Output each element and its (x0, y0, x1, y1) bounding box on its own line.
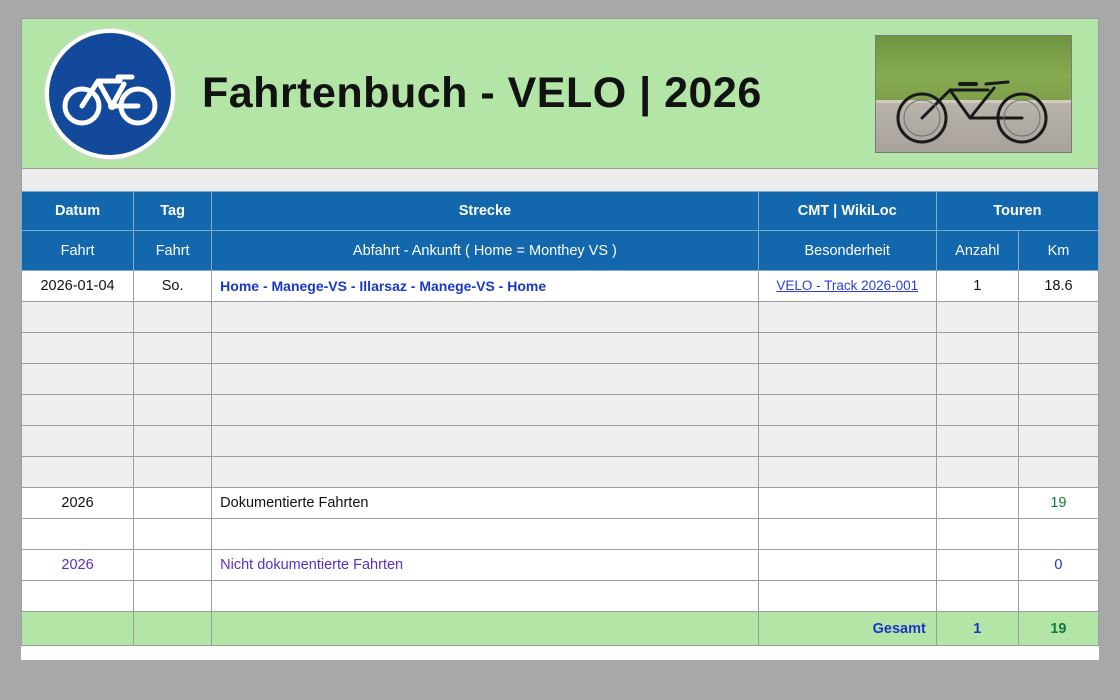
cell-total-empty (134, 612, 212, 646)
cell-empty[interactable] (134, 426, 212, 457)
col-subheader-fahrt-tag: Fahrt (134, 231, 212, 271)
cell-empty[interactable] (758, 333, 936, 364)
cell-empty[interactable] (134, 550, 212, 581)
cell-anzahl: 1 (936, 271, 1018, 302)
cell-empty[interactable] (936, 302, 1018, 333)
cell-empty[interactable] (212, 364, 759, 395)
total-label: Gesamt (758, 612, 936, 646)
col-header-datum: Datum (22, 192, 134, 231)
cell-summary-km: 0 (1018, 550, 1098, 581)
cell-empty[interactable] (22, 457, 134, 488)
cell-empty[interactable] (758, 395, 936, 426)
cell-empty[interactable] (1018, 426, 1098, 457)
cell-empty[interactable] (212, 302, 759, 333)
cell-empty[interactable] (758, 364, 936, 395)
cell-empty[interactable] (212, 333, 759, 364)
cell-summary-label: Nicht dokumentierte Fahrten (212, 550, 759, 581)
table-row-empty[interactable] (22, 302, 1099, 333)
cell-empty[interactable] (134, 519, 212, 550)
cell-empty[interactable] (212, 519, 759, 550)
cell-empty[interactable] (758, 519, 936, 550)
header-spacer (21, 169, 1099, 191)
total-km: 19 (1018, 612, 1098, 646)
cell-cmt[interactable] (758, 271, 936, 302)
col-subheader-km: Km (1018, 231, 1098, 271)
cell-empty[interactable] (758, 488, 936, 519)
cell-empty[interactable] (212, 395, 759, 426)
cell-empty[interactable] (936, 581, 1018, 612)
col-header-touren: Touren (936, 192, 1098, 231)
cell-summary-km: 19 (1018, 488, 1098, 519)
cell-empty[interactable] (1018, 302, 1098, 333)
cell-empty[interactable] (22, 333, 134, 364)
table-header (22, 192, 1099, 271)
table-row-empty[interactable] (22, 333, 1099, 364)
document-page (21, 18, 1099, 660)
cell-empty[interactable] (22, 426, 134, 457)
total-anzahl: 1 (936, 612, 1018, 646)
cell-summary-label: Dokumentierte Fahrten (212, 488, 759, 519)
summary-row-spacer[interactable] (22, 519, 1099, 550)
cell-empty[interactable] (22, 364, 134, 395)
total-row (22, 612, 1099, 646)
summary-row-spacer[interactable] (22, 581, 1099, 612)
cell-empty[interactable] (22, 581, 134, 612)
cell-empty[interactable] (134, 333, 212, 364)
logo-container (22, 29, 197, 159)
cell-empty[interactable] (22, 519, 134, 550)
cell-empty[interactable] (758, 426, 936, 457)
cell-empty[interactable] (134, 488, 212, 519)
table-body (22, 271, 1099, 646)
table-row-empty[interactable] (22, 364, 1099, 395)
cell-empty[interactable] (936, 395, 1018, 426)
summary-row-nicht-dokumentiert[interactable] (22, 550, 1099, 581)
cell-empty[interactable] (1018, 457, 1098, 488)
cell-empty[interactable] (1018, 395, 1098, 426)
cell-empty[interactable] (936, 488, 1018, 519)
summary-row-dokumentiert[interactable] (22, 488, 1099, 519)
table-row-empty[interactable] (22, 457, 1099, 488)
cell-empty[interactable] (758, 581, 936, 612)
cell-empty[interactable] (936, 333, 1018, 364)
cell-empty[interactable] (1018, 519, 1098, 550)
cell-tag: So. (134, 271, 212, 302)
table-header-row-sub (22, 231, 1099, 271)
cell-empty[interactable] (134, 457, 212, 488)
cell-summary-year: 2026 (22, 488, 134, 519)
cell-empty[interactable] (134, 364, 212, 395)
cell-datum: 2026-01-04 (22, 271, 134, 302)
table-row-empty[interactable] (22, 426, 1099, 457)
col-subheader-besonderheit: Besonderheit (758, 231, 936, 271)
cell-total-empty (22, 612, 134, 646)
col-header-cmt-wikiloc: CMT | WikiLoc (758, 192, 936, 231)
cell-empty[interactable] (134, 302, 212, 333)
cell-empty[interactable] (134, 581, 212, 612)
cell-empty[interactable] (1018, 333, 1098, 364)
cell-empty[interactable] (212, 581, 759, 612)
cell-empty[interactable] (758, 302, 936, 333)
page-title: Fahrtenbuch - VELO | 2026 (202, 69, 762, 117)
cell-total-empty (212, 612, 759, 646)
table-header-row-top (22, 192, 1099, 231)
bicycle-photo (875, 35, 1072, 153)
cell-empty[interactable] (936, 519, 1018, 550)
cell-empty[interactable] (22, 302, 134, 333)
cell-empty[interactable] (936, 426, 1018, 457)
cell-empty[interactable] (1018, 581, 1098, 612)
col-subheader-abfahrt-ankunft: Abfahrt - Ankunft ( Home = Monthey VS ) (212, 231, 759, 271)
table-row[interactable] (22, 271, 1099, 302)
cell-empty[interactable] (212, 426, 759, 457)
cell-empty[interactable] (212, 457, 759, 488)
track-link[interactable]: VELO - Track 2026-001 (776, 278, 919, 293)
cell-empty[interactable] (936, 364, 1018, 395)
cell-empty[interactable] (22, 395, 134, 426)
col-subheader-anzahl: Anzahl (936, 231, 1018, 271)
cell-empty[interactable] (936, 457, 1018, 488)
cell-empty[interactable] (1018, 364, 1098, 395)
document-header (21, 18, 1099, 169)
cell-empty[interactable] (758, 457, 936, 488)
col-subheader-fahrt-datum: Fahrt (22, 231, 134, 271)
cell-empty[interactable] (758, 550, 936, 581)
col-header-tag: Tag (134, 192, 212, 231)
cell-summary-year: 2026 (22, 550, 134, 581)
table-row-empty[interactable] (22, 395, 1099, 426)
cell-strecke: Home - Manege-VS - Illarsaz - Manege-VS - Home (212, 271, 759, 302)
cell-empty[interactable] (134, 395, 212, 426)
bicycle-sign-icon (45, 29, 175, 159)
cell-km: 18.6 (1018, 271, 1098, 302)
cell-empty[interactable] (936, 550, 1018, 581)
col-header-strecke: Strecke (212, 192, 759, 231)
fahrtenbuch-table (21, 191, 1099, 646)
